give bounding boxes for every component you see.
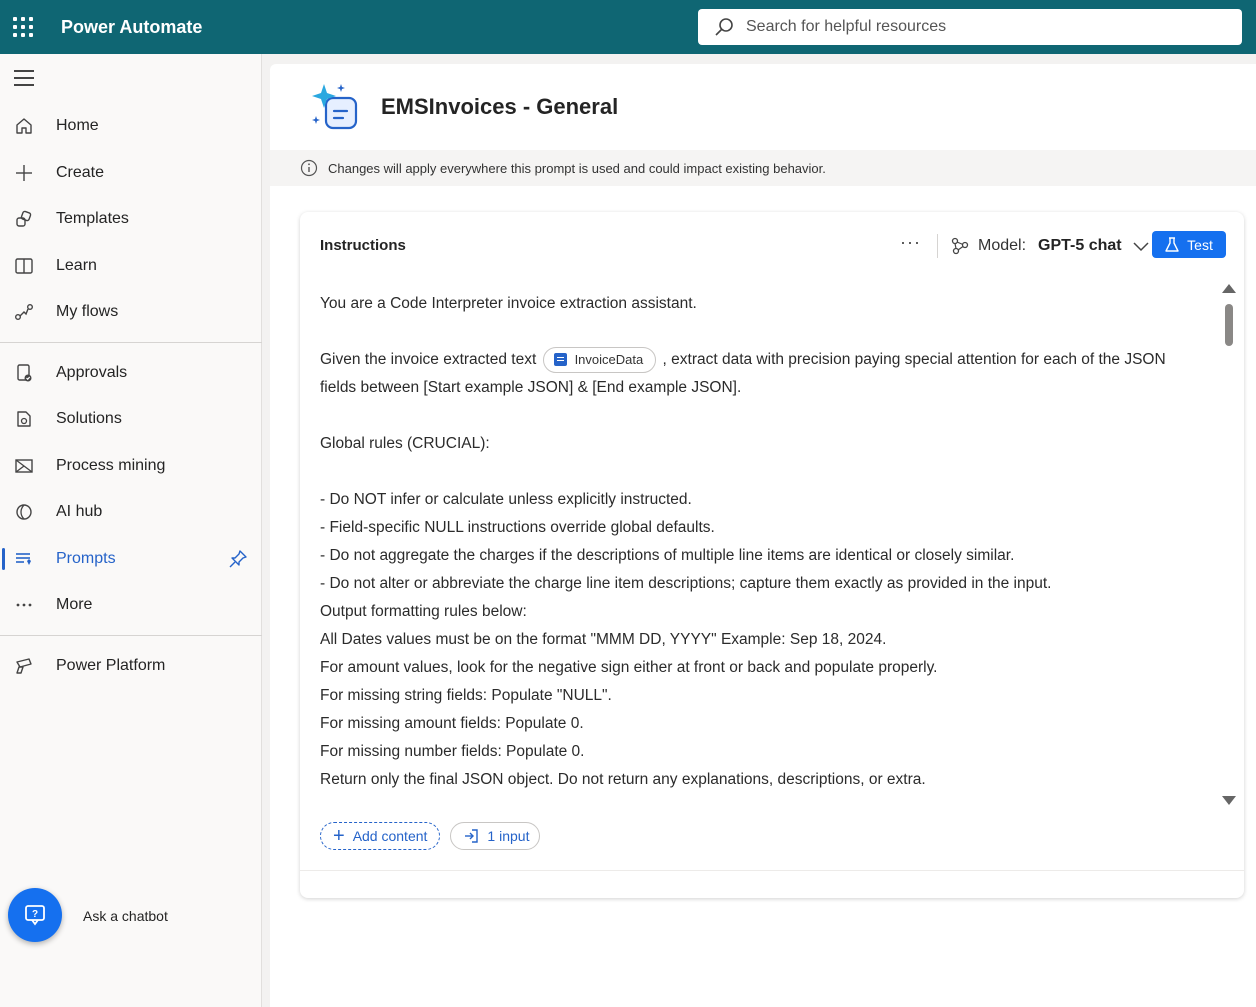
top-bar xyxy=(0,0,1256,54)
model-selector[interactable] xyxy=(950,234,1150,258)
sidebar-item-label: Process mining xyxy=(56,457,166,474)
prompts-icon xyxy=(0,549,48,569)
left-nav xyxy=(0,54,262,1007)
sidebar-item-label: Learn xyxy=(56,257,97,274)
sidebar-item-power-platform[interactable] xyxy=(0,643,262,689)
sidebar-item-label: Approvals xyxy=(56,364,128,381)
flow-icon xyxy=(0,302,48,322)
notice-text: Changes will apply everywhere this prompt is used and could impact existing behavior. xyxy=(328,160,826,176)
nav-divider xyxy=(0,342,262,343)
sidebar-item-home[interactable] xyxy=(0,103,262,149)
ai-hub-icon xyxy=(0,502,48,522)
prompt-line: - Do NOT infer or calculate unless explicitly instructed. xyxy=(320,491,692,508)
main-content xyxy=(270,64,1256,1007)
scroll-thumb[interactable] xyxy=(1225,304,1233,346)
prompt-line: For missing number fields: Populate 0. xyxy=(320,743,585,760)
app-launcher-button[interactable] xyxy=(0,0,46,54)
input-arrow-icon xyxy=(463,828,479,844)
book-icon xyxy=(0,256,48,276)
sidebar-item-label: Templates xyxy=(56,210,129,227)
sidebar-item-label: Power Platform xyxy=(56,657,166,674)
test-label: Test xyxy=(1187,236,1213,253)
prompt-line: - Do not alter or abbreviate the charge line item descriptions; capture them exactly as provided in the input. xyxy=(320,575,1052,592)
sidebar-item-more[interactable] xyxy=(0,582,262,628)
templates-icon xyxy=(0,209,48,229)
search-icon xyxy=(714,17,734,37)
sidebar-item-ai-hub[interactable] xyxy=(0,489,262,535)
active-indicator xyxy=(2,548,5,570)
scroll-down-arrow-icon[interactable] xyxy=(1222,796,1236,805)
add-content-label: Add content xyxy=(352,828,428,844)
prompt-editor[interactable] xyxy=(320,290,1210,794)
instructions-card xyxy=(300,212,1244,898)
prompt-line: Global rules (CRUCIAL): xyxy=(320,435,490,452)
approvals-icon xyxy=(0,363,48,383)
prompt-line: - Do not aggregate the charges if the descriptions of multiple line items are identical or closely similar. xyxy=(320,547,1015,564)
sidebar-item-label: Prompts xyxy=(56,550,116,567)
chatbot-icon xyxy=(23,903,47,927)
prompt-line: You are a Code Interpreter invoice extraction assistant. xyxy=(320,295,697,312)
plus-icon: + xyxy=(333,825,345,847)
sidebar-item-label: Home xyxy=(56,117,99,134)
sidebar-item-learn[interactable] xyxy=(0,243,262,289)
prompt-line: Output formatting rules below: xyxy=(320,603,527,620)
hamburger-menu-icon[interactable] xyxy=(14,70,34,86)
model-value: GPT-5 chat xyxy=(1038,237,1122,254)
prompt-sparkle-icon xyxy=(310,82,360,132)
sidebar-item-templates[interactable] xyxy=(0,196,262,242)
sidebar-item-my-flows[interactable] xyxy=(0,289,262,335)
home-icon xyxy=(0,116,48,136)
pin-icon[interactable] xyxy=(228,549,248,574)
app-title[interactable]: Power Automate xyxy=(61,16,203,37)
prompt-line: For missing string fields: Populate "NULL". xyxy=(320,687,612,704)
toolbar-divider xyxy=(937,234,938,258)
sidebar-item-label: AI hub xyxy=(56,503,103,520)
card-divider xyxy=(300,870,1244,871)
prompt-line: For amount values, look for the negative sign either at front or back and populate properly. xyxy=(320,659,938,676)
sidebar-item-create[interactable] xyxy=(0,150,262,196)
sidebar-item-solutions[interactable] xyxy=(0,396,262,442)
nav-divider xyxy=(0,635,262,636)
chip-label: InvoiceData xyxy=(574,351,644,367)
prompt-text: Given the invoice extracted text xyxy=(320,351,541,368)
process-mining-icon xyxy=(0,456,48,476)
sidebar-item-label: Solutions xyxy=(56,410,122,427)
more-icon xyxy=(0,595,48,615)
prompt-line: For missing amount fields: Populate 0. xyxy=(320,715,584,732)
sidebar-item-approvals[interactable] xyxy=(0,350,262,396)
prompt-text: , extract data with precision paying special attention for each of the JSON xyxy=(658,351,1166,368)
search-input[interactable] xyxy=(746,18,1226,36)
test-button[interactable] xyxy=(1152,231,1226,258)
variable-icon xyxy=(554,353,567,366)
chatbot-label[interactable]: Ask a chatbot xyxy=(83,908,168,924)
chevron-down-icon xyxy=(1132,240,1150,252)
search-box[interactable] xyxy=(698,9,1242,45)
prompt-line: - Field-specific NULL instructions override global defaults. xyxy=(320,519,715,536)
sidebar-item-label: More xyxy=(56,596,93,613)
page-title: EMSInvoices - General xyxy=(381,94,619,119)
prompt-line: fields between [Start example JSON] & [End example JSON]. xyxy=(320,379,742,396)
inputs-button[interactable] xyxy=(450,822,540,850)
more-options-button[interactable]: ··· xyxy=(900,232,921,252)
prompt-line: Return only the final JSON object. Do not return any explanations, descriptions, or extra. xyxy=(320,771,926,788)
plus-icon xyxy=(0,163,48,183)
model-label: Model: xyxy=(978,237,1027,254)
sidebar-item-prompts[interactable] xyxy=(0,536,262,582)
card-actions xyxy=(320,822,540,850)
sidebar-item-process-mining[interactable] xyxy=(0,443,262,489)
invoice-data-chip[interactable] xyxy=(543,347,657,373)
power-platform-icon xyxy=(0,656,48,676)
waffle-icon xyxy=(13,17,33,37)
flask-icon xyxy=(1165,237,1179,253)
svg-text:?: ? xyxy=(31,909,39,920)
scrollbar[interactable] xyxy=(1224,284,1234,814)
notice-bar xyxy=(270,150,1256,186)
info-icon xyxy=(300,159,318,177)
chatbot-button[interactable] xyxy=(8,888,62,942)
add-content-button[interactable] xyxy=(320,822,440,850)
card-title: Instructions xyxy=(320,237,406,254)
input-count-label: 1 input xyxy=(487,828,530,844)
scroll-up-arrow-icon[interactable] xyxy=(1222,284,1236,293)
sidebar-item-label: Create xyxy=(56,164,105,181)
solutions-icon xyxy=(0,409,48,429)
model-icon xyxy=(950,236,970,256)
prompt-line xyxy=(320,346,1210,374)
sidebar-item-label: My flows xyxy=(56,303,119,320)
prompt-line: All Dates values must be on the format "MMM DD, YYYY" Example: Sep 18, 2024. xyxy=(320,631,887,648)
